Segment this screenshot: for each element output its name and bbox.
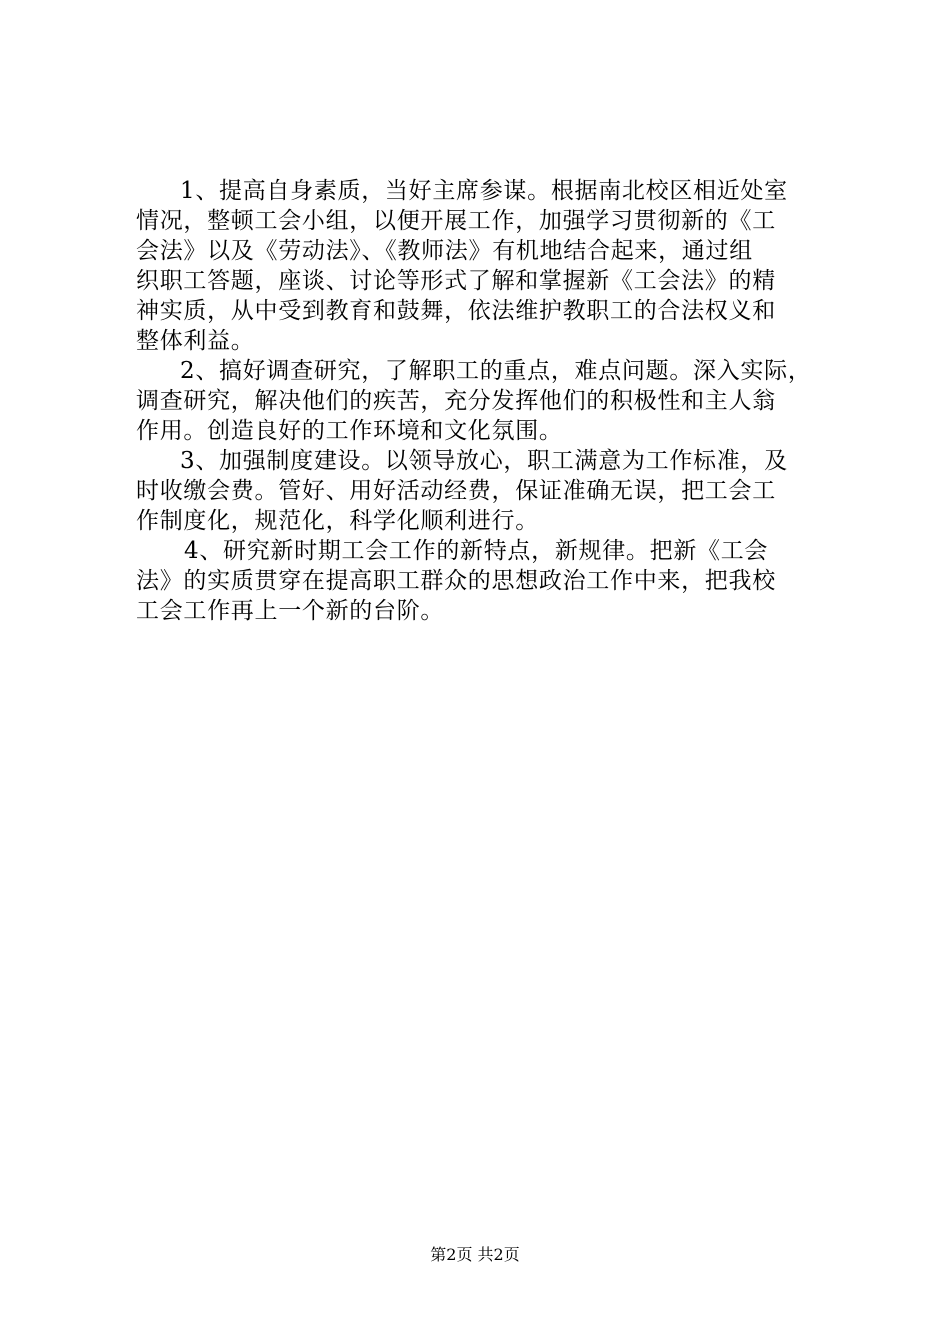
text-line: 工会工作再上一个新的台阶。 xyxy=(136,598,445,624)
text-line: 1、提高自身素质，当好主席参谋。根据南北校区相近处室 xyxy=(180,178,788,204)
paragraph-4 xyxy=(136,536,836,626)
paragraph-2 xyxy=(136,356,836,446)
document-body xyxy=(136,176,836,626)
text-line: 调查研究，解决他们的疾苦，充分发挥他们的积极性和主人翁 xyxy=(136,388,776,414)
text-line: 4、研究新时期工会工作的新特点，新规律。把新《工会 xyxy=(184,538,769,564)
text-line: 2、搞好调查研究，了解职工的重点，难点问题。深入实际， xyxy=(180,358,812,384)
text-line: 织职工答题，座谈、讨论等形式了解和掌握新《工会法》的精 xyxy=(136,268,776,294)
text-line: 时收缴会费。管好、用好活动经费，保证准确无误，把工会工 xyxy=(136,478,776,504)
paragraph-1 xyxy=(136,176,836,356)
text-line: 神实质，从中受到教育和鼓舞，依法维护教职工的合法权义和 xyxy=(136,298,776,324)
text-line: 情况，整顿工会小组，以便开展工作，加强学习贯彻新的《工 xyxy=(136,208,776,234)
paragraph-3 xyxy=(136,446,836,536)
text-line: 3、加强制度建设。以领导放心，职工满意为工作标准，及 xyxy=(180,448,788,474)
page-number: 第2页 共2页 xyxy=(430,1245,520,1264)
text-line: 整体利益。 xyxy=(136,328,255,354)
text-line: 法》的实质贯穿在提高职工群众的思想政治工作中来，把我校 xyxy=(136,568,776,594)
text-line: 作制度化，规范化，科学化顺利进行。 xyxy=(136,508,539,534)
text-line: 会法》以及《劳动法》、《教师法》有机地结合起来，通过组 xyxy=(136,238,753,264)
page-footer xyxy=(0,1245,950,1265)
text-line: 作用。创造良好的工作环境和文化氛围。 xyxy=(136,418,563,444)
